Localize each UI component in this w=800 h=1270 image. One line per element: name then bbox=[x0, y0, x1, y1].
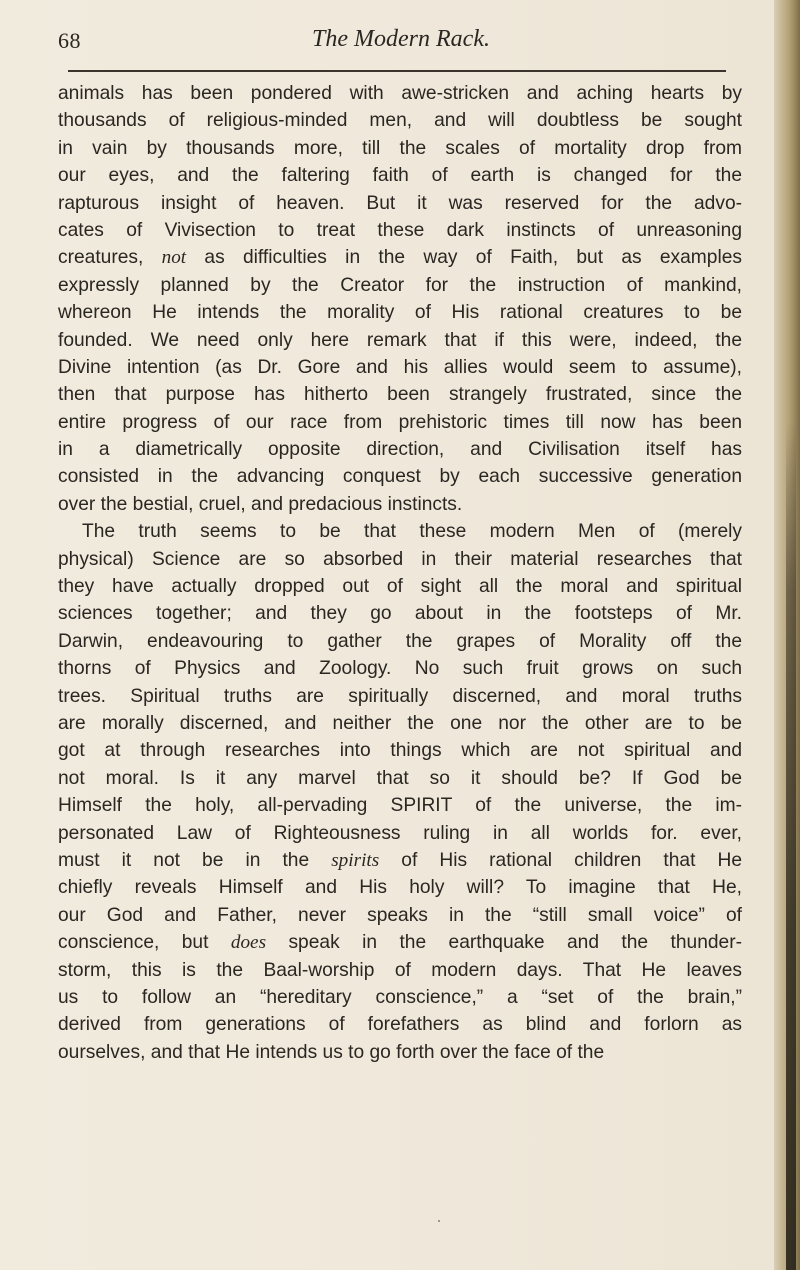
text-line: founded. We need only here remark that if this were, indeed, the bbox=[58, 329, 742, 351]
text-line: our eyes, and the faltering faith of earth is changed for the bbox=[58, 165, 742, 187]
text-line: sciences together; and they go about in the footsteps of Mr. bbox=[58, 603, 742, 625]
body-text bbox=[58, 80, 742, 1066]
page-number: 68 bbox=[58, 28, 81, 53]
running-head: The Modern Rack. bbox=[312, 26, 490, 52]
text-line: animals has been pondered with awe-stricken and aching hearts by bbox=[58, 83, 742, 104]
italic-emphasis: spirits bbox=[331, 849, 380, 871]
text-line: cates of Vivisection to treat these dark instincts of unreasoning bbox=[58, 219, 742, 241]
text-segment: as difficulties in the way of Faith, but as examples bbox=[186, 247, 742, 269]
text-line: derived from generations of forefathers as blind and forlorn as bbox=[58, 1014, 742, 1036]
text-line: in a diametrically opposite direction, and Civilisation itself has bbox=[58, 439, 742, 461]
text-line bbox=[58, 847, 742, 874]
page-edge-shadow bbox=[786, 420, 796, 1270]
text-line: ourselves, and that He intends us to go forth over the face of the bbox=[58, 1041, 605, 1063]
text-line: our God and Father, never speaks in the “still small voice” of bbox=[58, 904, 742, 926]
text-line: physical) Science are so absorbed in their material researches that bbox=[58, 548, 742, 570]
page-edge bbox=[774, 0, 800, 1270]
text-line bbox=[58, 929, 742, 956]
text-line: chiefly reveals Himself and His holy will? To imagine that He, bbox=[58, 877, 742, 899]
text-line: got at through researches into things which are not spiritual and bbox=[58, 740, 742, 762]
text-line: consisted in the advancing conquest by each successive generation bbox=[58, 466, 742, 488]
page-header bbox=[58, 18, 744, 58]
text-line: personated Law of Righteousness ruling in all worlds for. ever, bbox=[58, 822, 742, 844]
text-line: in vain by thousands more, till the scales of mortality drop from bbox=[58, 137, 742, 159]
text-segment: must it not be in the bbox=[58, 849, 332, 871]
text-line: us to follow an “hereditary conscience,” a “set of the brain,” bbox=[58, 986, 742, 1008]
paper-speck bbox=[438, 1220, 440, 1222]
text-line: thorns of Physics and Zoology. No such fruit grows on such bbox=[58, 658, 742, 680]
text-line: Darwin, endeavouring to gather the grapes of Morality off the bbox=[58, 630, 742, 652]
text-segment: creatures, bbox=[58, 247, 162, 269]
text-line: rapturous insight of heaven. But it was reserved for the advo- bbox=[58, 192, 742, 214]
italic-emphasis: does bbox=[230, 932, 267, 954]
text-segment: conscience, but bbox=[58, 932, 231, 954]
text-line: over the bestial, cruel, and predacious instincts. bbox=[58, 493, 463, 515]
text-line: thousands of religious-minded men, and will doubtless be sought bbox=[58, 110, 742, 132]
text-line: storm, this is the Baal-worship of modern days. That He leaves bbox=[58, 959, 742, 981]
text-segment: speak in the earthquake and the thunder- bbox=[266, 932, 742, 954]
header-rule bbox=[68, 70, 726, 72]
text-line: then that purpose has hitherto been strangely frustrated, since the bbox=[58, 384, 742, 406]
text-line: they have actually dropped out of sight all the moral and spiritual bbox=[58, 576, 742, 598]
italic-emphasis: not bbox=[161, 247, 187, 269]
text-line: The truth seems to be that these modern Men of (merely bbox=[82, 521, 742, 543]
text-line: expressly planned by the Creator for the instruction of mankind, bbox=[58, 274, 742, 296]
text-line bbox=[58, 244, 742, 271]
text-line: whereon He intends the morality of His rational creatures to be bbox=[58, 302, 742, 324]
text-line: entire progress of our race from prehistoric times till now has been bbox=[58, 411, 742, 433]
text-segment: of His rational children that He bbox=[379, 849, 743, 871]
text-line: Himself the holy, all-pervading SPIRIT of the universe, the im- bbox=[58, 795, 742, 817]
text-line: not moral. Is it any marvel that so it should be? If God be bbox=[58, 767, 742, 789]
text-line: Divine intention (as Dr. Gore and his allies would seem to assume), bbox=[58, 356, 742, 378]
text-line: trees. Spiritual truths are spiritually discerned, and moral truths bbox=[58, 685, 742, 707]
text-line: are morally discerned, and neither the one nor the other are to be bbox=[58, 712, 742, 734]
